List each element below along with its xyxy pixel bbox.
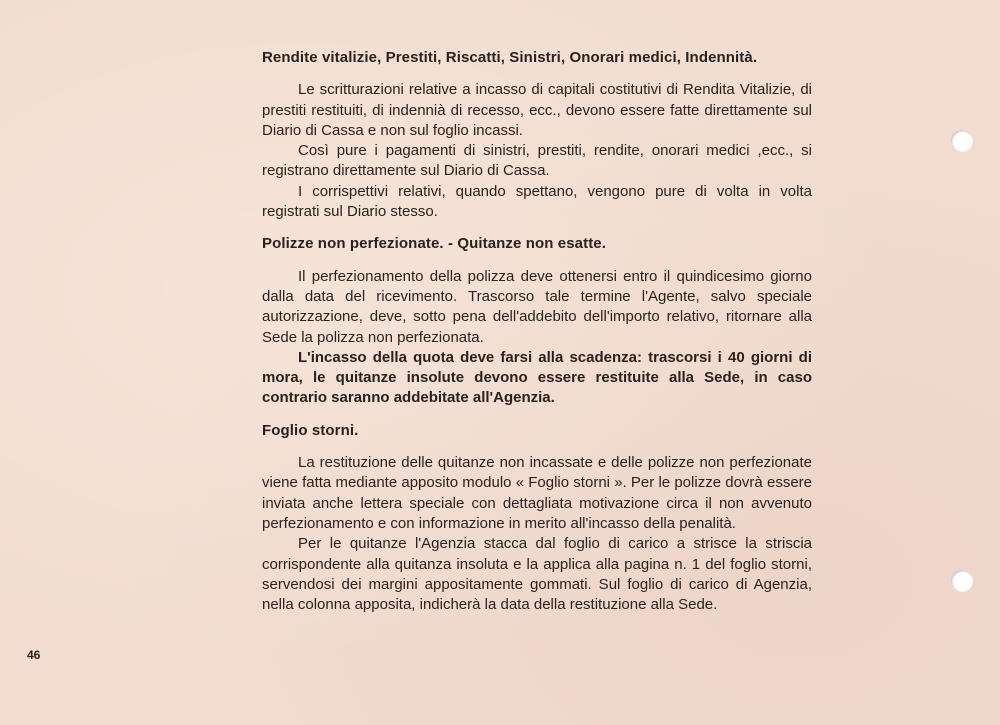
binder-hole-top bbox=[951, 130, 973, 152]
paragraph: Le scritturazioni relative a incasso di capitali costitutivi di Rendita Vitalizie, di prestiti restituiti, di indennià di recesso, ecc., devono essere fatte direttamente sul Diario di Cassa e non sul foglio incassi. bbox=[262, 81, 812, 139]
section-polizze bbox=[262, 234, 812, 408]
section-rendite bbox=[262, 48, 812, 222]
bold-paragraph: L'incasso della quota deve farsi alla scadenza: trascorsi i 40 giorni di mora, le quitanze insolute devono essere restituite alla Sede, in caso contrario saranno addebitate all'Agenzia. bbox=[262, 348, 812, 407]
paragraph: I corrispettivi relativi, quando spettano, vengono pure di volta in volta registrati sul Diario stesso. bbox=[262, 182, 812, 221]
section-heading: Rendite vitalizie, Prestiti, Riscatti, Sinistri, Onorari medici, Indennità. bbox=[262, 49, 758, 66]
paragraph: Per le quitanze l'Agenzia stacca dal foglio di carico a strisce la striscia corrispondente alla quitanza insoluta e la applica alla pagina n. 1 del foglio storni, servendosi dei margini appositamente gommati. Sul foglio di carico di Agenzia, nella colonna apposita, indicherà la data della restituzione alla Sede. bbox=[262, 535, 812, 614]
paragraph: Così pure i pagamenti di sinistri, prestiti, rendite, onorari medici ,ecc., si registrano direttamente sul Diario di Cassa. bbox=[262, 142, 812, 180]
section-foglio-storni bbox=[262, 421, 812, 616]
paragraph: Il perfezionamento della polizza deve ottenersi entro il quindicesimo giorno dalla data del ricevimento. Trascorso tale termine l'Agente, salvo speciale autorizzazione, deve, sotto pena dell'addebito dell'importo relativo, ritornare alla Sede la polizza non perfezionata. bbox=[262, 267, 812, 346]
section-heading: Polizze non perfezionate. - Quitanze non esatte. bbox=[262, 235, 607, 253]
section-heading: Foglio storni. bbox=[262, 421, 359, 439]
paragraph: La restituzione delle quitanze non incassate e delle polizze non perfezionate viene fatta mediante apposito modulo « Foglio storni ». Per le polizze dovrà essere inviata anche lettera speciale con dettagliata motivazione circa il non avvenuto perfezionamento e con informazione in merito all'incasso della penalità. bbox=[262, 454, 812, 532]
page-number: 46 bbox=[27, 648, 41, 662]
page-content bbox=[262, 48, 812, 627]
binder-hole-bottom bbox=[951, 570, 973, 592]
